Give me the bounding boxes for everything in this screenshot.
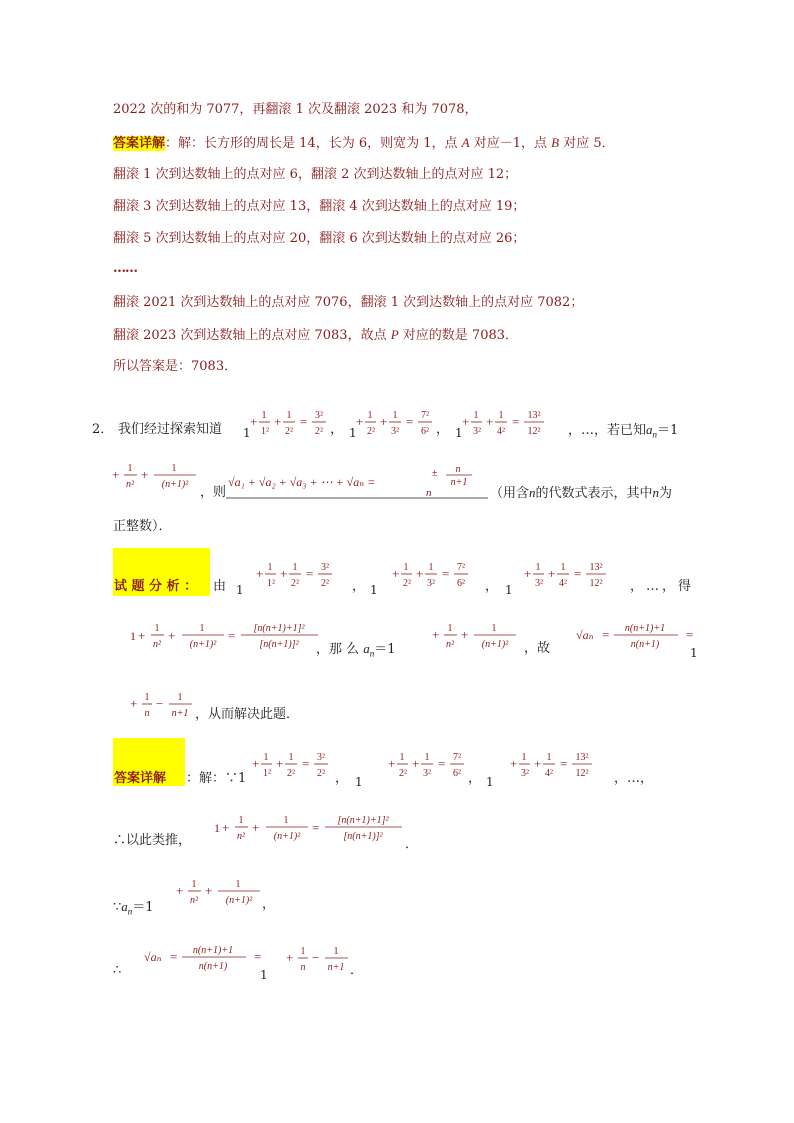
a-ge-den-a: n² <box>153 639 161 650</box>
a-res-den-a: n <box>144 708 150 719</box>
a-s3-num-b: 1 <box>560 562 566 573</box>
a-s2-res-den: 6² <box>457 578 465 589</box>
q-s3-eq: = <box>512 414 520 429</box>
answer-text-b: 对应－1，点 <box>469 136 552 151</box>
q-s1-den-b: 2² <box>285 426 293 437</box>
a-s3-eq: = <box>574 566 582 581</box>
point-p-label: P <box>390 327 399 342</box>
text-7b: 对应的数是 7083． <box>398 328 519 343</box>
s-sqrt-an: √aₙ <box>144 950 162 964</box>
a-sum-3-equation <box>522 556 632 592</box>
s-sqrt-num: n(n+1)+1 <box>192 945 234 956</box>
a-s1-den-b: 2² <box>291 578 299 589</box>
q-s3-res-den: 12² <box>527 426 541 437</box>
text-line-4: 翻滚 3 次到达数轴上的点对应 13，翻滚 4 次到达数轴上的点对应 19； <box>113 199 526 214</box>
q-after-blank <box>490 484 672 503</box>
a-namely-text: ，那 么 <box>316 642 360 657</box>
s-res-num-a: 1 <box>300 946 306 957</box>
a-sum-2-equation <box>390 556 490 592</box>
s-s3-den-a: 3² <box>521 768 529 779</box>
a-an-num-b: 1 <box>491 623 497 634</box>
q-s1-plus-a: + <box>250 414 258 429</box>
text-line-6: 翻滚 2021 次到达数轴上的点对应 7076，翻滚 1 次到达数轴上的点对应 7082； <box>113 295 584 310</box>
s-comma-2: ， <box>468 771 482 786</box>
q-blank-n-den: n+1 <box>450 477 468 488</box>
q-blank-n-leading: n <box>426 487 432 499</box>
solution-since: ：解：∵1 <box>186 771 247 786</box>
s-ge-den-b: (n+1)² <box>273 831 301 842</box>
s-ge-one: 1 <box>214 821 220 835</box>
a-s1-res-den: 2² <box>321 578 329 589</box>
answer-text-a: ：解：长方形的周长是 14，长为 6，则宽为 1，点 <box>165 136 462 151</box>
s-s3-num-a: 1 <box>521 752 527 763</box>
s-s3-res-den: 12² <box>575 768 589 779</box>
s-therefore-analog: ∴以此类推， <box>113 833 192 848</box>
ellipsis: …… <box>113 261 137 276</box>
point-a-label: A <box>461 135 470 150</box>
a-s1-den-a: 1² <box>267 578 275 589</box>
s-an-a: a <box>121 899 128 914</box>
s-an-num-b: 1 <box>235 879 241 890</box>
a-ge-den-b: (n+1)² <box>189 639 217 650</box>
s-res-den-b: n+1 <box>327 962 345 973</box>
q-an-den-b: (n+1)² <box>161 479 189 490</box>
q-an-num-b: 1 <box>171 463 177 474</box>
s-s1-res-den: 2² <box>317 768 325 779</box>
s-s1-plus-b: + <box>276 756 284 771</box>
s-s1-den-a: 1² <box>263 768 271 779</box>
a-an-den-b: (n+1)² <box>481 639 509 650</box>
s-ge-num-a: 1 <box>238 815 244 826</box>
s-s1-res-num: 3² <box>317 752 325 763</box>
s-one-after: 1 <box>260 968 268 982</box>
q-blank-pm: ± <box>432 468 438 479</box>
a-s3-res-den: 12² <box>589 578 603 589</box>
a-s2-den-b: 3² <box>427 578 435 589</box>
s-ell: ，…， <box>614 771 654 786</box>
a-s3-num-a: 1 <box>535 562 541 573</box>
s-sqrt-an-equation <box>142 938 272 976</box>
s-an-plus-a: + <box>176 883 184 898</box>
q-an-eq1: ＝1 <box>657 423 679 438</box>
a-an-plus-a: + <box>432 627 440 642</box>
answer-text-c: 对应 5． <box>559 136 615 151</box>
s-ge-num-b: 1 <box>283 815 289 826</box>
a-s3-plus-a: + <box>524 566 532 581</box>
a-s3-res-num: 13² <box>589 562 603 573</box>
s-sqrt-eq2: = <box>254 949 262 964</box>
a-s2-num-a: 1 <box>403 562 409 573</box>
analysis-you: 由 <box>213 579 227 594</box>
q-s1-res-den: 2² <box>315 426 323 437</box>
a-ge-num-b: 1 <box>199 623 205 634</box>
a-s2-eq: = <box>442 566 450 581</box>
text-line-5: 翻滚 5 次到达数轴上的点对应 20，翻滚 6 次到达数轴上的点对应 26； <box>113 231 526 246</box>
q-after-text: （用含 <box>490 486 530 501</box>
s-s3-num-b: 1 <box>546 752 552 763</box>
s-an-num-a: 1 <box>191 879 197 890</box>
q-an-num-a: 1 <box>127 463 133 474</box>
s-s1-den-b: 2² <box>287 768 295 779</box>
s-general-equation <box>212 808 422 848</box>
q-s2-res-den: 6² <box>421 426 429 437</box>
a-s2-res-num: 7² <box>457 562 465 573</box>
q-comma-1: ， <box>330 422 344 437</box>
q-s2-eq: = <box>406 414 414 429</box>
q-line-3: 正整数）． <box>113 519 172 534</box>
q-sqrt-sum-blank <box>226 462 490 500</box>
s-s2-den-b: 3² <box>423 768 431 779</box>
a-sqrt-an-equation <box>574 616 704 654</box>
s-s2-plus-a: + <box>388 756 396 771</box>
s-res-minus: − <box>312 950 320 965</box>
a-comma-1: ， <box>352 579 366 594</box>
q-s2-res-num: 7² <box>421 410 429 421</box>
a-s3-den-a: 3² <box>535 578 543 589</box>
q-mid-text: 的代数式表示，其中 <box>535 486 653 501</box>
s-s2-res-num: 7² <box>453 752 461 763</box>
s-since2: ∵ <box>113 900 122 915</box>
a-res-num-b: 1 <box>177 692 183 703</box>
s-s1-num-b: 1 <box>288 752 294 763</box>
answer-line-1 <box>113 134 615 153</box>
a-ge-num-a: 1 <box>154 623 160 634</box>
s-s3-plus-b: + <box>534 756 542 771</box>
s-res-num-b: 1 <box>333 946 339 957</box>
a-namely <box>316 640 396 663</box>
q-s3-plus-b: + <box>486 414 494 429</box>
s-s1-eq: = <box>302 756 310 771</box>
a-an-eq1: ＝1 <box>374 642 396 657</box>
text-line-7 <box>113 326 518 345</box>
solution-label: 答案详解 <box>114 771 167 786</box>
q-n-var: n <box>529 485 536 500</box>
q-an-plus-b: + <box>141 467 149 482</box>
q-sqrt-sum: √a₁ + √a₂ + √a₃ + ⋯ + √aₙ = <box>228 475 376 489</box>
s-s2-eq: = <box>438 756 446 771</box>
s-s1-num-a: 1 <box>263 752 269 763</box>
s-an-den-b: (n+1)² <box>225 895 253 906</box>
q-s2-num-b: 1 <box>392 410 398 421</box>
text-line-3: 翻滚 1 次到达数轴上的点对应 6，翻滚 2 次到达数轴上的点对应 12； <box>113 167 518 182</box>
a-ge-one: 1 <box>130 629 136 643</box>
s-res-den-a: n <box>300 962 306 973</box>
a-s2-plus-a: + <box>392 566 400 581</box>
a-s2-plus-b: + <box>416 566 424 581</box>
a-s2-den-a: 2² <box>403 578 411 589</box>
a-gu: ，故 <box>524 641 551 656</box>
s-ge-plus-a: + <box>222 820 230 835</box>
q-s1-den-a: 1² <box>261 426 269 437</box>
a-sqrt-an: √aₙ <box>576 628 594 642</box>
q-s1-num-b: 1 <box>286 410 292 421</box>
a-sqrt-eq: = <box>602 627 610 642</box>
s-s3-res-num: 13² <box>575 752 589 763</box>
a-ge-eq: = <box>228 628 236 643</box>
a-ge-plus-a: + <box>138 628 146 643</box>
q-s1-plus-b: + <box>274 414 282 429</box>
analysis-one-3: 1 <box>505 583 513 597</box>
a-ge-res-num: [n(n+1)+1]² <box>253 623 305 634</box>
s-one-2: 1 <box>355 775 363 789</box>
s-res-plus: + <box>286 950 294 965</box>
a-sqrt-num: n(n+1)+1 <box>624 623 666 634</box>
a-general-equation <box>128 616 338 656</box>
s-s2-res-den: 6² <box>453 768 461 779</box>
a-s1-eq: = <box>306 566 314 581</box>
s-s1-plus-a: + <box>252 756 260 771</box>
s-s2-plus-b: + <box>412 756 420 771</box>
s-therefore: ∴ <box>113 963 122 978</box>
s-period: ． <box>405 837 419 852</box>
question-number: 2． <box>92 422 114 437</box>
q-sum-3-equation <box>460 404 570 440</box>
q-one-2: 1 <box>349 426 357 440</box>
text-line-1: 2022 次的和为 7077，再翻滚 1 次及翻滚 2023 和为 7078， <box>113 102 478 117</box>
s-comma-3: ， <box>262 897 276 912</box>
q-end-text: 为 <box>659 486 673 501</box>
a-sqrt-den: n(n+1) <box>630 639 660 650</box>
a-s1-res-num: 3² <box>321 562 329 573</box>
q-s1-eq: = <box>300 414 308 429</box>
s-sum-3-equation <box>508 746 618 782</box>
s-an-expression <box>174 872 274 910</box>
a-s1-plus-b: + <box>280 566 288 581</box>
q-s3-res-num: 13² <box>527 410 541 421</box>
a-s1-plus-a: + <box>256 566 264 581</box>
a-sum-1-equation <box>254 556 354 592</box>
q-s2-den-a: 2² <box>367 426 375 437</box>
a-an-n: n <box>369 648 375 659</box>
a-res-minus: − <box>156 696 164 711</box>
s-s2-den-a: 2² <box>399 768 407 779</box>
a-ge-res-den: [n(n+1)]² <box>259 639 299 650</box>
a-res-num-a: 1 <box>144 692 150 703</box>
s-s2-num-b: 1 <box>424 752 430 763</box>
q-s3-num-b: 1 <box>498 410 504 421</box>
q-s2-plus-a: + <box>356 414 364 429</box>
q-n-var-2: n <box>652 485 660 500</box>
text-line-8: 所以答案是：7083． <box>113 359 238 374</box>
q-s3-plus-a: + <box>462 414 470 429</box>
s-ge-eq: = <box>312 820 320 835</box>
q-s2-plus-b: + <box>380 414 388 429</box>
a-comma-2: ， <box>485 579 499 594</box>
s-sqrt-eq: = <box>170 949 178 964</box>
analysis-one-1: 1 <box>236 583 244 597</box>
q-ell-text: ，…，若已知 <box>568 423 647 438</box>
question-intro: 我们经过探索知道 <box>118 422 223 437</box>
a-sqrt-eq2: = <box>686 627 694 642</box>
s-s3-plus-a: + <box>510 756 518 771</box>
a-ge-plus-b: + <box>168 628 176 643</box>
q-an-a: a <box>646 422 653 437</box>
s-comma-1: ， <box>335 771 349 786</box>
q-s1-res-num: 3² <box>315 410 323 421</box>
s-an-n: n <box>127 906 133 917</box>
q-s1-num-a: 1 <box>261 410 267 421</box>
q-blank-n-num: n <box>455 464 461 475</box>
analysis-label: 试 题 分 析 ： <box>114 579 198 594</box>
q-an-plus-a: + <box>112 467 120 482</box>
a-res-plus: + <box>130 696 138 711</box>
a-one-after: 1 <box>690 646 698 660</box>
a-an-den-a: n² <box>446 639 454 650</box>
s-s3-eq: = <box>560 756 568 771</box>
s-ge-den-a: n² <box>237 831 245 842</box>
q-s2-num-a: 1 <box>367 410 373 421</box>
q-an-den-a: n² <box>126 479 134 490</box>
analysis-one-2: 1 <box>370 583 378 597</box>
text-7a: 翻滚 2023 次到达数轴上的点对应 7083，故点 <box>113 328 391 343</box>
a-res-den-b: n+1 <box>171 708 189 719</box>
q-one-3: 1 <box>455 426 463 440</box>
s-an-den-a: n² <box>190 895 198 906</box>
a-s3-plus-b: + <box>548 566 556 581</box>
q-an-n: n <box>652 429 658 440</box>
s-ge-res-den: [n(n+1)]² <box>343 831 383 842</box>
q-ellipsis-tail <box>568 421 678 444</box>
s-ge-res-num: [n(n+1)+1]² <box>337 815 389 826</box>
q-one-1: 1 <box>243 426 251 440</box>
a-conclude: ，从而解决此题． <box>195 707 300 722</box>
s-ge-plus-b: + <box>252 820 260 835</box>
q-s3-num-a: 1 <box>473 410 479 421</box>
q-an-expression <box>110 456 210 494</box>
s-sqrt-den: n(n+1) <box>198 961 228 972</box>
q-s2-den-b: 3² <box>391 426 399 437</box>
s-an-eq1: ＝1 <box>132 900 154 915</box>
a-s1-num-b: 1 <box>292 562 298 573</box>
s-s3-den-b: 4² <box>545 768 553 779</box>
analysis-ell: ，…，得 <box>630 579 695 594</box>
a-an-a: a <box>363 641 370 656</box>
point-b-label: B <box>551 135 560 150</box>
a-s2-num-b: 1 <box>428 562 434 573</box>
s-since-an <box>113 898 154 921</box>
a-s3-den-b: 4² <box>559 578 567 589</box>
a-s1-num-a: 1 <box>267 562 273 573</box>
s-period-2: ． <box>350 963 364 978</box>
q-s3-den-a: 3² <box>473 426 481 437</box>
s-s2-num-a: 1 <box>399 752 405 763</box>
q-s3-den-b: 4² <box>497 426 505 437</box>
q-comma-2: ， <box>436 422 450 437</box>
answer-label: 答案详解 <box>113 136 166 151</box>
q-then: ，则 <box>200 485 227 500</box>
s-an-plus-b: + <box>205 883 213 898</box>
a-an-num-a: 1 <box>447 623 453 634</box>
a-an-plus-b: + <box>461 627 469 642</box>
a-an-expression <box>430 616 530 654</box>
s-one-3: 1 <box>486 775 494 789</box>
